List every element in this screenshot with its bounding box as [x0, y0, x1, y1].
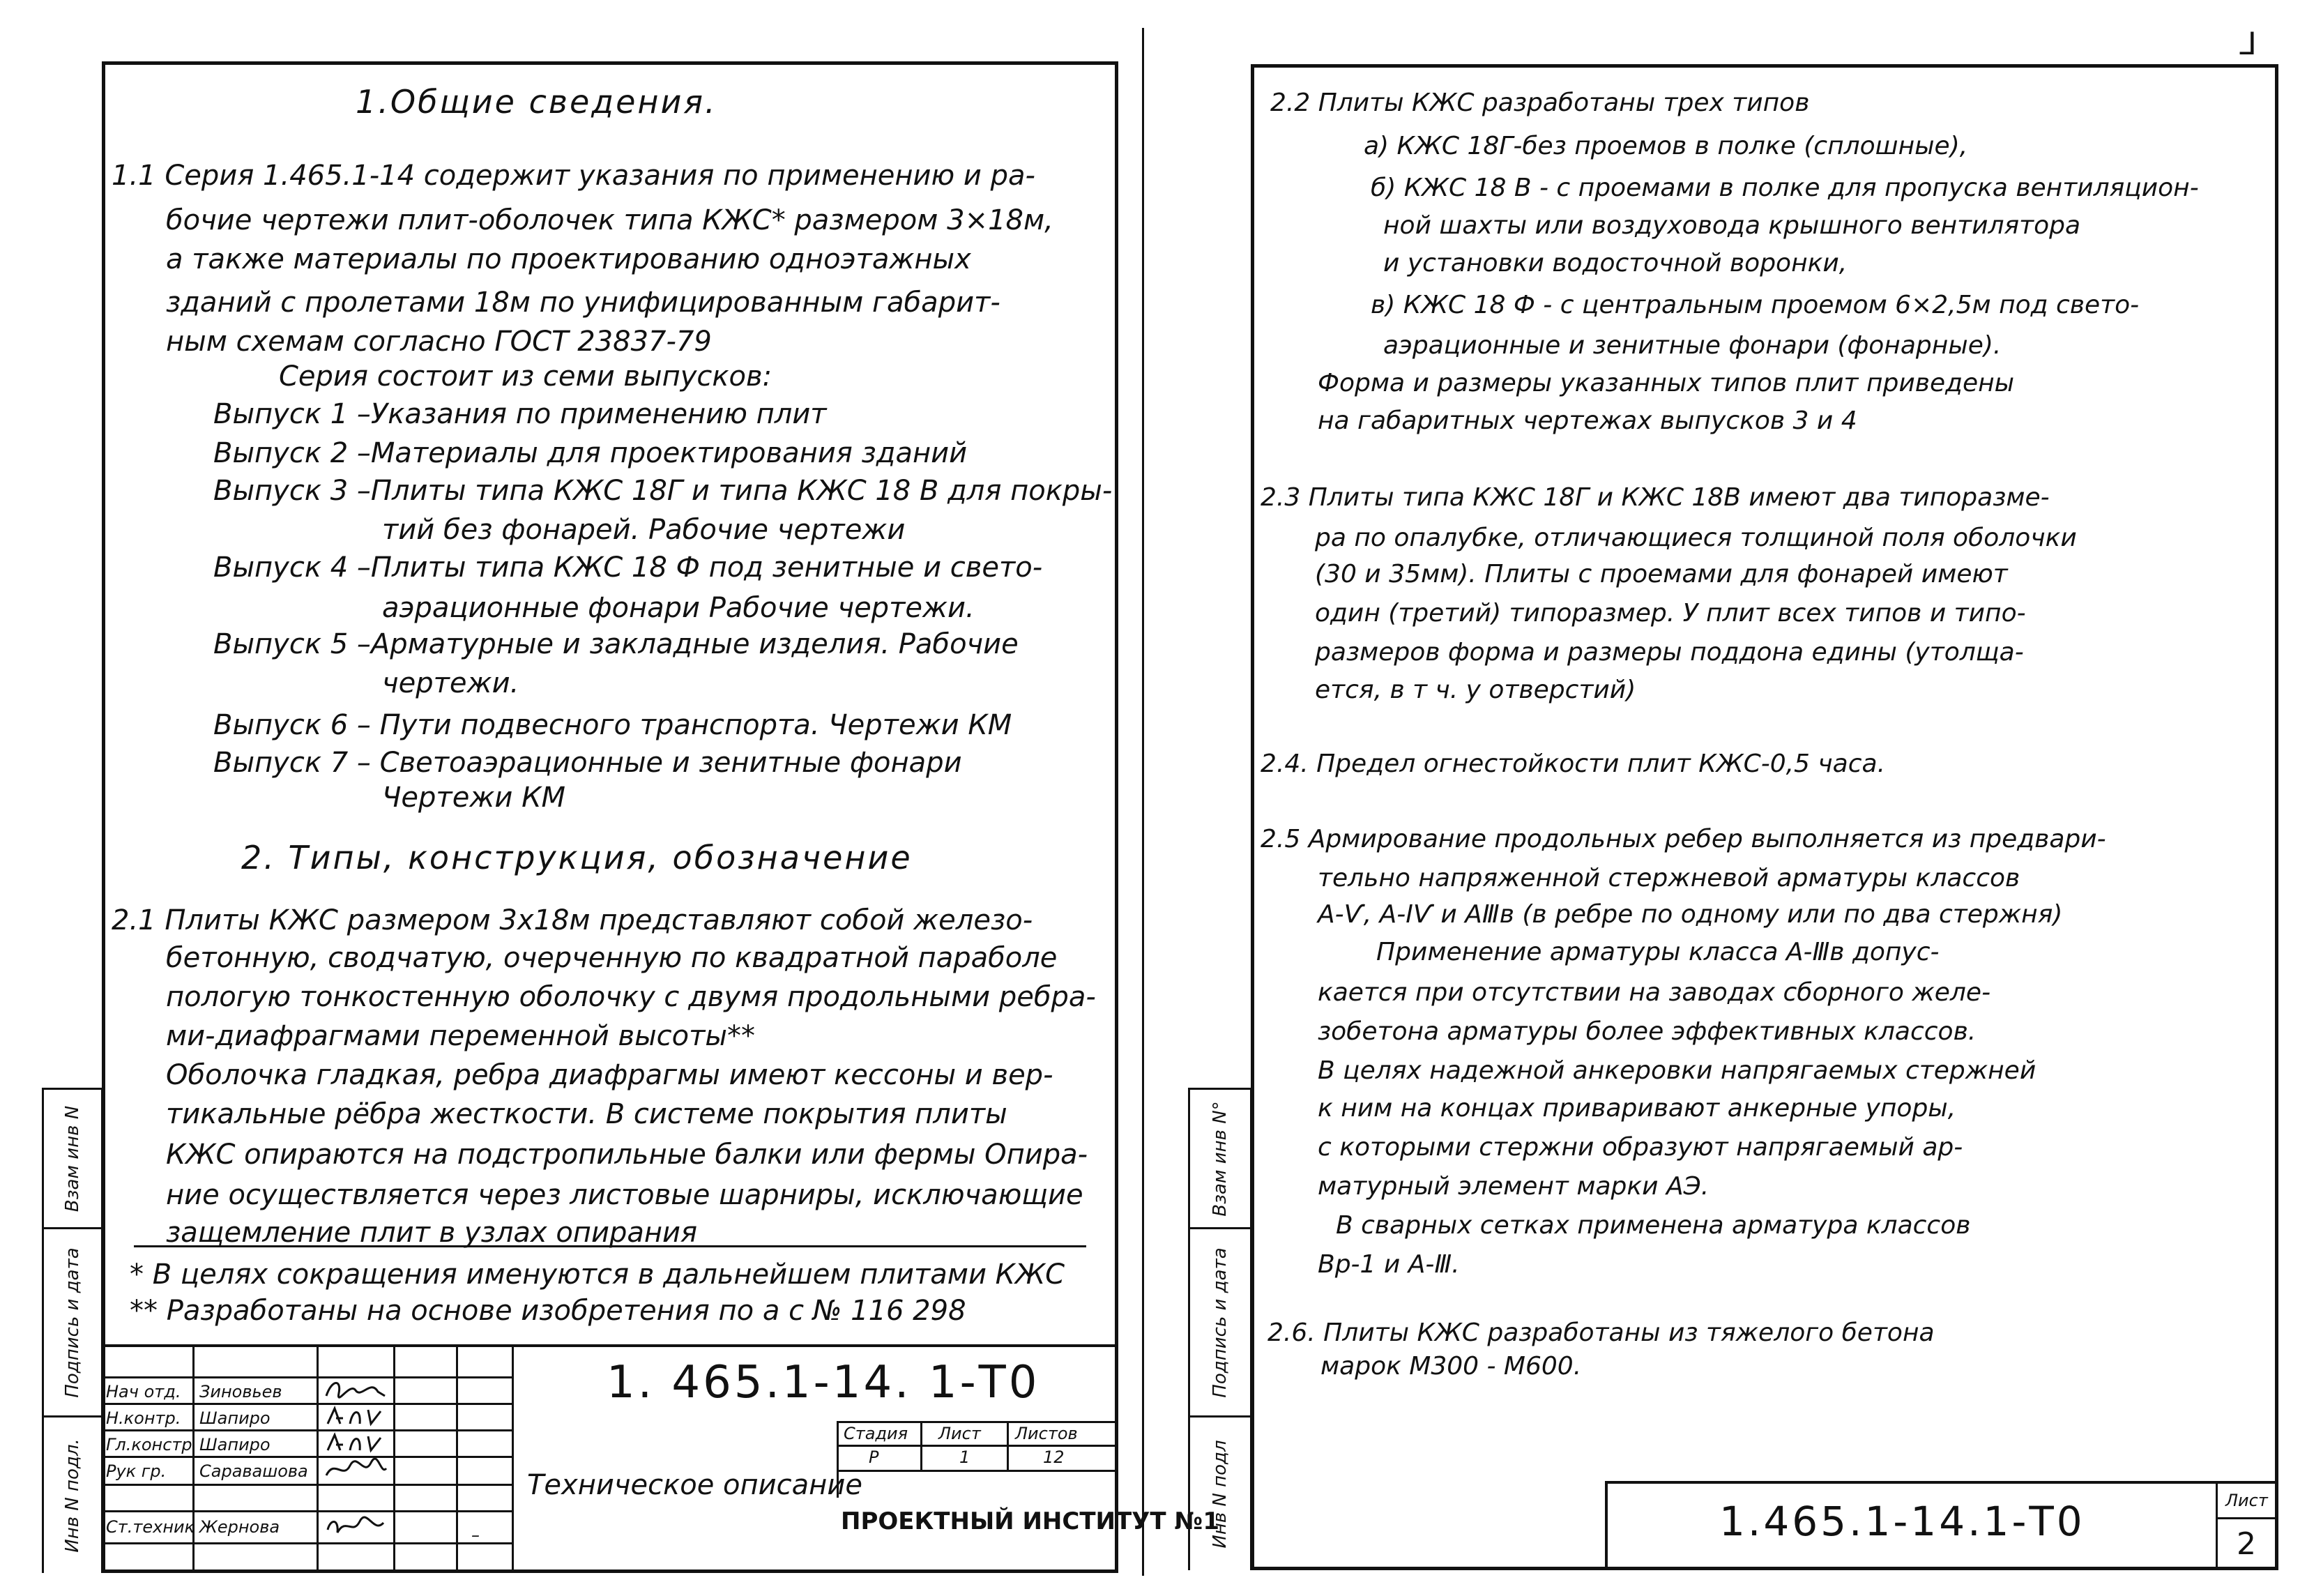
p21-line-2: бетонную, сводчатую, очерченную по квадратной параболе — [166, 942, 1058, 974]
footnote-1: * В целях сокращения именуются в дальнейшем плитами КЖС — [130, 1259, 1065, 1291]
p25-line-1: 2.5 Армирование продольных ребер выполняется из предвари- — [1261, 825, 2106, 853]
tb-row-1 — [102, 1376, 512, 1378]
name-5: Жернова — [199, 1517, 280, 1537]
tb-col-1 — [192, 1347, 195, 1573]
doc-title: Техническое описание — [527, 1469, 862, 1501]
right-tb-sheet-row — [2216, 1517, 2278, 1519]
p23-line-2: ра по опалубке, отличающиеся толщиной поля оболочки — [1315, 524, 2077, 552]
p11-line-2: бочие чертежи плит-оболочек типа КЖС* размером 3×18м, — [166, 204, 1053, 236]
p22-line-5: и установки водосточной воронки, — [1383, 249, 1848, 278]
p22-line-1: 2.2 Плиты КЖС разработаны трех типов — [1270, 89, 1810, 117]
p26-line-2: марок М300 - М600. — [1320, 1352, 1582, 1381]
sidebar-label-replace-inv-r: Взам инв N° — [1210, 1100, 1231, 1217]
p25-line-6: зобетона арматуры более эффективных классов. — [1318, 1017, 1977, 1046]
sidebar-cell-sign-date — [44, 1227, 101, 1415]
p25-line-7: В целях надежной анкеровки напрягаемых стержней — [1318, 1056, 2036, 1085]
footnote-rule — [134, 1245, 1086, 1247]
p21-line-3: пологую тонкостенную оболочку с двумя продольными ребра- — [166, 981, 1096, 1013]
tb-row-2 — [102, 1403, 512, 1405]
p23-line-1: 2.3 Плиты типа КЖС 18Г и КЖС 18В имеют два типоразме- — [1261, 483, 2050, 512]
name-1: Зиновьев — [199, 1382, 282, 1401]
sidebar-label-replace-inv: Взам инв N — [62, 1105, 83, 1212]
dash-mark: – — [471, 1526, 480, 1545]
sidebar-cell-sign-date-r — [1190, 1227, 1250, 1415]
p21-line-9: защемление плит в узлах опирания — [166, 1217, 698, 1249]
sheet-value: 1 — [959, 1447, 970, 1467]
issue-1: Выпуск 1 –Указания по применению плит — [213, 398, 827, 430]
sheets-value: 12 — [1043, 1447, 1065, 1467]
series-intro: Серия состоит из семи выпусков: — [279, 360, 772, 393]
tb-stage-row-2 — [837, 1470, 1118, 1472]
sheet-number-right: 2 — [2237, 1526, 2256, 1562]
p21-line-5: Оболочка гладкая, ребра диафрагмы имеют кессоны и вер- — [166, 1059, 1053, 1091]
stage-label: Стадия — [844, 1424, 908, 1443]
page-corner-mark: ᒧ — [2238, 26, 2257, 62]
signature-3 — [322, 1429, 389, 1457]
p11-line-3: а также материалы по проектированию одноэтажных — [166, 243, 971, 275]
signature-2 — [322, 1403, 389, 1431]
signature-5 — [322, 1513, 389, 1541]
sheets-label: Листов — [1015, 1424, 1078, 1443]
right-sheet-sidebar — [1188, 1088, 1252, 1570]
sidebar-label-sign-date: Подпись и дата — [62, 1247, 83, 1398]
p25-line-8: к ним на концах приваривают анкерные упоры, — [1318, 1094, 1956, 1123]
tb-col-4 — [456, 1347, 458, 1573]
p24: 2.4. Предел огнестойкости плит КЖС-0,5 часа. — [1261, 750, 1886, 778]
left-title-block — [102, 1344, 1219, 1573]
p25-line-4: Применение арматуры класса А-Ⅲв допус- — [1376, 938, 1940, 966]
sidebar-cell-replace-inv — [44, 1088, 101, 1227]
tb-stage-row-1 — [837, 1445, 1118, 1447]
p25-line-5: кается при отсутствии на заводах сборного желе- — [1318, 978, 1991, 1007]
sidebar-cell-inv-orig — [44, 1415, 101, 1573]
p25-line-9: с которыми стержни образуют напрягаемый ар- — [1318, 1133, 1963, 1162]
issue-3: Выпуск 3 –Плиты типа КЖС 18Г и типа КЖС 18 В для покры- — [213, 475, 1113, 507]
p25-line-12: Вр-1 и А-Ⅲ. — [1318, 1250, 1460, 1279]
issue-6: Выпуск 6 – Пути подвесного транспорта. Чертежи КМ — [213, 709, 1012, 741]
tb-col-3 — [393, 1347, 395, 1573]
p25-line-11: В сварных сетках применена арматура классов — [1336, 1211, 1971, 1240]
center-divider — [1142, 28, 1144, 1576]
sidebar-label-inv-orig: Инв N подл. — [62, 1438, 83, 1553]
role-4: Рук гр. — [106, 1461, 167, 1481]
heading-general-info: 1.Общие сведения. — [356, 83, 717, 121]
p23-line-6: ется, в т ч. у отверстий) — [1315, 676, 1636, 704]
p23-line-4: один (третий) типоразмер. У плит всех типов и типо- — [1315, 599, 2026, 628]
issue-5: Выпуск 5 –Арматурные и закладные изделия. Рабочие — [213, 628, 1019, 660]
doc-code-right: 1.465.1-14.1-Т0 — [1719, 1498, 2085, 1545]
p22-line-6: в) КЖС 18 Ф - с центральным проемом 6×2,5м под свето- — [1371, 291, 2140, 319]
p21-line-6: тикальные рёбра жесткости. В системе покрытия плиты — [166, 1098, 1007, 1130]
sidebar-cell-replace-inv-r — [1190, 1088, 1250, 1227]
p11-line-4: зданий с пролетами 18м по унифицированным габарит- — [166, 287, 1000, 319]
p25-line-2: тельно напряженной стержневой арматуры классов — [1318, 864, 2020, 892]
issue-7: Выпуск 7 – Светоаэрационные и зенитные фонари — [213, 747, 962, 779]
issue-7-cont: Чертежи КМ — [382, 782, 565, 814]
role-2: Н.контр. — [106, 1408, 181, 1428]
sheet-label: Лист — [938, 1424, 981, 1443]
p21-line-4: ми-диафрагмами переменной высоты** — [166, 1020, 755, 1052]
tb-row-6 — [102, 1510, 512, 1512]
issue-5-cont: чертежи. — [382, 667, 519, 699]
right-title-block — [1605, 1481, 2278, 1570]
name-3: Шапиро — [199, 1435, 271, 1454]
issue-3-cont: тий без фонарей. Рабочие чертежи — [382, 514, 906, 546]
signature-4 — [322, 1456, 389, 1484]
role-1: Нач отд. — [106, 1382, 181, 1401]
sidebar-cell-inv-orig-r — [1190, 1415, 1250, 1570]
p26-line-1: 2.6. Плиты КЖС разработаны из тяжелого бетона — [1267, 1318, 1935, 1347]
p25-line-10: матурный элемент марки АЭ. — [1318, 1172, 1710, 1201]
role-3: Гл.констр — [106, 1435, 192, 1454]
p22-line-3: б) КЖС 18 В - с проемами в полке для пропуска вентиляцион- — [1371, 174, 2199, 202]
right-tb-sheet-divider — [2216, 1484, 2218, 1570]
footnote-2: ** Разработаны на основе изобретения по а с № 116 298 — [130, 1295, 966, 1327]
tb-col-2 — [317, 1347, 319, 1573]
org-name: ПРОЕКТНЫЙ ИНСТИТУТ №1 — [841, 1507, 1219, 1535]
tb-main-divider — [837, 1421, 1118, 1423]
p22-line-4: ной шахты или воздуховода крышного вентилятора — [1383, 211, 2081, 240]
left-sheet-sidebar — [42, 1088, 103, 1573]
issue-2: Выпуск 2 –Материалы для проектирования зданий — [213, 437, 968, 469]
name-2: Шапиро — [199, 1408, 271, 1428]
sidebar-label-inv-orig-r: Инв N подл — [1210, 1439, 1231, 1549]
tb-col-5 — [512, 1347, 514, 1573]
tb-row-3 — [102, 1429, 512, 1431]
sheet-label-right: Лист — [2225, 1491, 2268, 1510]
doc-code: 1. 465.1-14. 1-Т0 — [607, 1357, 1040, 1408]
p22-line-8: Форма и размеры указанных типов плит приведены — [1318, 369, 2015, 397]
role-5: Ст.техник — [106, 1517, 195, 1537]
p25-line-3: А-Ѵ, А-IѴ и АⅢв (в ребре по одному или по два стержня) — [1318, 900, 2063, 929]
p23-line-5: размеров форма и размеры поддона едины (утолща- — [1315, 638, 2024, 667]
p11-line-5: ным схемам согласно ГОСТ 23837-79 — [166, 326, 712, 358]
stage-value: Р — [869, 1447, 879, 1467]
signature-1 — [322, 1375, 389, 1404]
p21-line-8: ние осуществляется через листовые шарниры, исключающие — [166, 1179, 1083, 1211]
issue-4: Выпуск 4 –Плиты типа КЖС 18 Ф под зенитные и свето- — [213, 552, 1043, 584]
issue-4-cont: аэрационные фонари Рабочие чертежи. — [382, 592, 975, 624]
p21-line-7: КЖС опираются на подстропильные балки или фермы Опира- — [166, 1139, 1088, 1171]
heading-types: 2. Типы, конструкция, обозначение — [241, 839, 913, 876]
p22-line-2: а) КЖС 18Г-без проемов в полке (сплошные), — [1364, 132, 1968, 160]
name-4: Саравашова — [199, 1461, 308, 1481]
p22-line-7: аэрационные и зенитные фонари (фонарные). — [1383, 331, 2002, 360]
tb-row-7 — [102, 1542, 512, 1544]
tb-row-5 — [102, 1484, 512, 1486]
p23-line-3: (30 и 35мм). Плиты с проемами для фонарей имеют — [1315, 560, 2008, 588]
p22-line-9: на габаритных чертежах выпусков 3 и 4 — [1318, 406, 1857, 435]
sidebar-label-sign-date-r: Подпись и дата — [1210, 1247, 1231, 1398]
p11-line-1: 1.1 Серия 1.465.1-14 содержит указания по применению и ра- — [112, 160, 1035, 192]
p21-line-1: 2.1 Плиты КЖС размером 3х18м представляют собой железо- — [112, 904, 1033, 936]
tb-row-4 — [102, 1456, 512, 1458]
